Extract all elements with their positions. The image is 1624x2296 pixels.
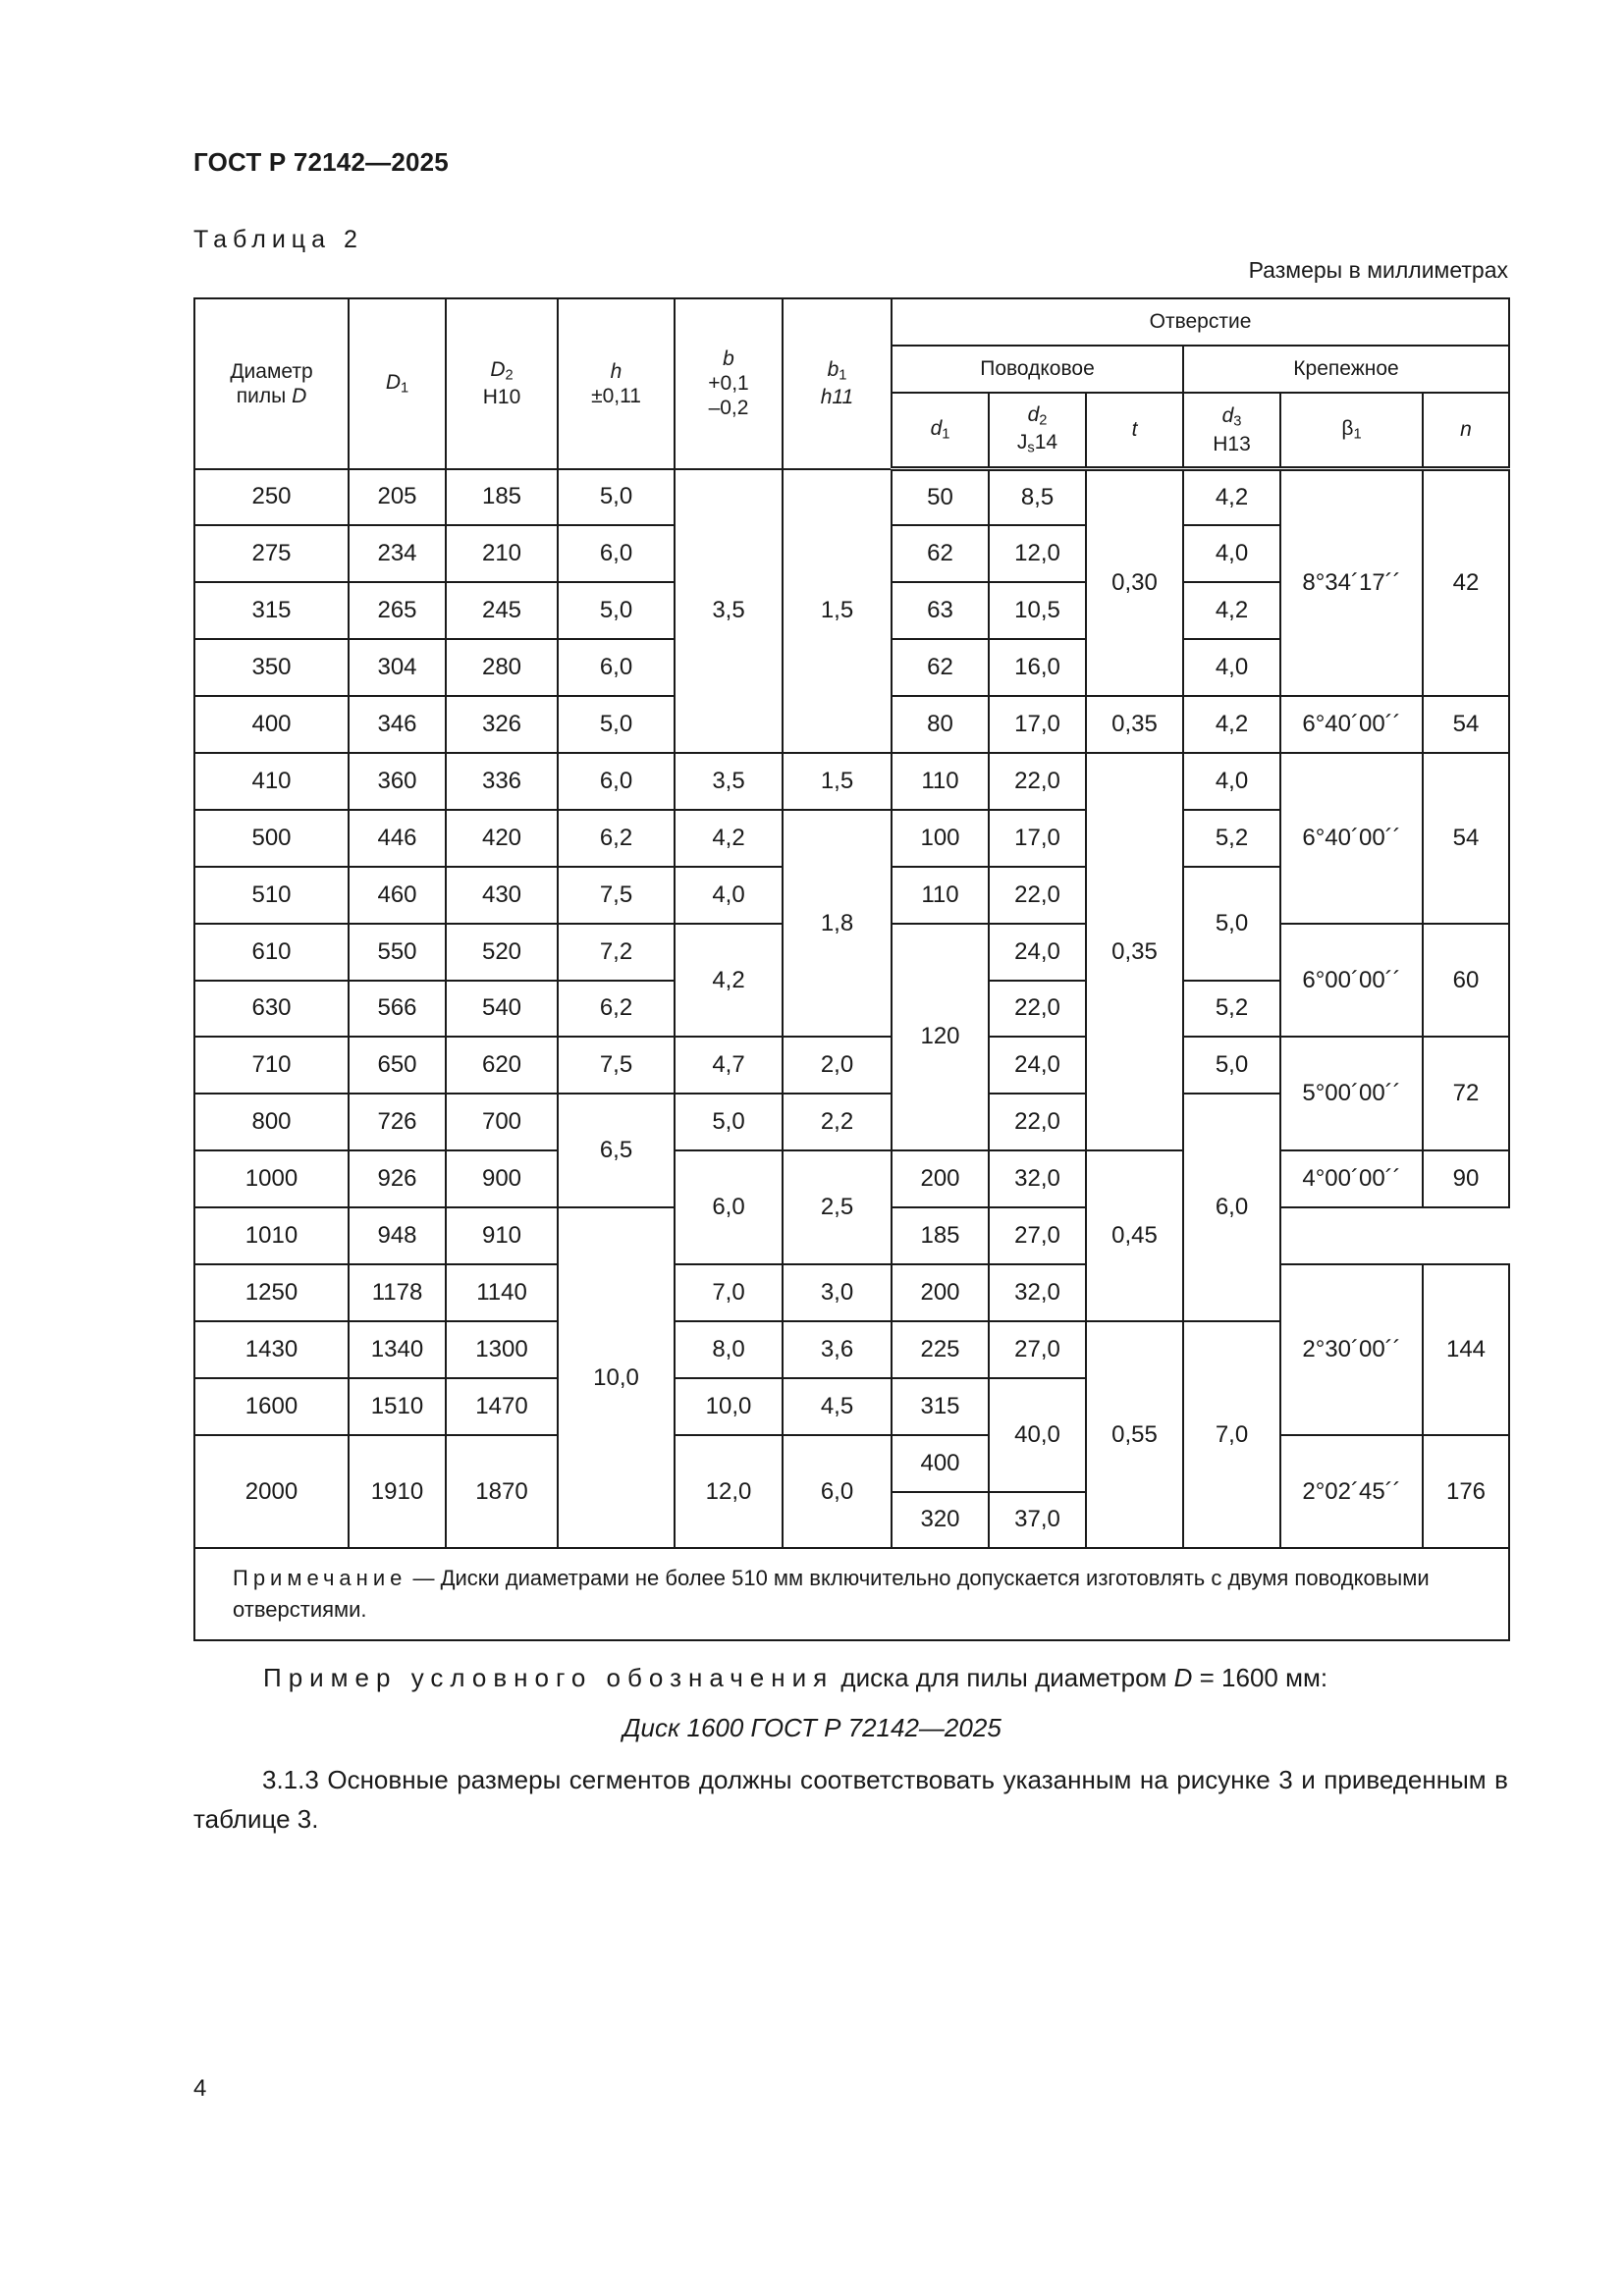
table-cell: 185: [446, 469, 558, 526]
example-text-b: = 1600 мм:: [1192, 1663, 1328, 1692]
header-d3: [1183, 393, 1280, 469]
table-cell: 7,0: [675, 1264, 783, 1321]
table-cell: 610: [194, 924, 349, 981]
table-cell: 3,5: [675, 753, 783, 810]
table-cell: 800: [194, 1094, 349, 1150]
header-d1-symbol: d: [930, 416, 943, 440]
header-h: [558, 298, 675, 469]
table-cell: 4,0: [1183, 639, 1280, 696]
table-cell: 4,7: [675, 1037, 783, 1094]
table-cell: 62: [892, 525, 989, 582]
header-beta-subscript: 1: [1353, 426, 1362, 443]
table-cell: 5,2: [1183, 981, 1280, 1038]
header-d2-tolerance: J: [1016, 431, 1028, 454]
table-cell: 304: [349, 639, 446, 696]
header-b-tolerance-lower: –0,2: [708, 397, 749, 420]
table-cell: 7,5: [558, 867, 675, 924]
table-cell: 110: [892, 753, 989, 810]
table-cell: 4,0: [1183, 525, 1280, 582]
table-cell: 32,0: [989, 1264, 1086, 1321]
header-d2-tolerance-grade: 14: [1034, 431, 1058, 454]
table-cell: 185: [892, 1207, 989, 1264]
header-D2-symbol: D: [490, 358, 506, 381]
table-cell: 42: [1423, 469, 1509, 697]
table-cell: 0,35: [1086, 696, 1183, 753]
table-cell: 400: [194, 696, 349, 753]
table-cell: 22,0: [989, 1094, 1086, 1150]
table-cell: 2,5: [783, 1150, 892, 1264]
table-cell: 10,0: [675, 1378, 783, 1435]
table-cell: 5,0: [558, 696, 675, 753]
header-d1: [892, 393, 989, 469]
table-cell: 24,0: [989, 924, 1086, 981]
table-cell: 110: [892, 867, 989, 924]
table-cell: 446: [349, 810, 446, 867]
table-cell: 1,5: [783, 753, 892, 810]
table-cell: 5,2: [1183, 810, 1280, 867]
table-cell: 54: [1423, 753, 1509, 924]
table-cell: 50: [892, 469, 989, 526]
table-cell: 360: [349, 753, 446, 810]
table-cell: 726: [349, 1094, 446, 1150]
header-beta-symbol: β: [1341, 416, 1354, 440]
table-cell: 22,0: [989, 981, 1086, 1038]
table-cell: 3,0: [783, 1264, 892, 1321]
table-cell: 4,2: [1183, 696, 1280, 753]
header-b-tolerance-upper: +0,1: [708, 372, 749, 396]
table-cell: 1510: [349, 1378, 446, 1435]
table-cell: 225: [892, 1321, 989, 1378]
table-cell: 4,2: [1183, 469, 1280, 526]
table-cell: 6,5: [558, 1094, 675, 1207]
table-cell: 275: [194, 525, 349, 582]
table-cell: 1470: [446, 1378, 558, 1435]
table-cell: 27,0: [989, 1321, 1086, 1378]
table-cell: 60: [1423, 924, 1509, 1038]
table-cell: 1300: [446, 1321, 558, 1378]
table-cell: 630: [194, 981, 349, 1038]
table-cell: 5°00´00´´: [1280, 1037, 1423, 1150]
table-cell: 1,5: [783, 469, 892, 753]
table-cell: 280: [446, 639, 558, 696]
table-row: [194, 1150, 1509, 1207]
table-cell: 326: [446, 696, 558, 753]
page-number: 4: [193, 2075, 207, 2102]
table-cell: 250: [194, 469, 349, 526]
table-cell: 27,0: [989, 1207, 1086, 1264]
header-n: [1423, 393, 1509, 469]
header-d3-tolerance: Н13: [1213, 432, 1251, 455]
table-cell: 6,0: [558, 639, 675, 696]
header-beta: [1280, 393, 1423, 469]
header-D2-tolerance: Н10: [482, 386, 521, 409]
header-h-symbol: h: [610, 359, 623, 383]
table-cell: 4°00´00´´: [1280, 1150, 1423, 1207]
header-h-tolerance: ±0,11: [591, 384, 641, 407]
table-cell: 350: [194, 639, 349, 696]
table-cell: 6,0: [783, 1435, 892, 1549]
note-label: Примечание: [233, 1566, 407, 1591]
table-cell: 2,0: [783, 1037, 892, 1094]
table-cell: 6°00´00´´: [1280, 924, 1423, 1038]
table-cell: 0,35: [1086, 753, 1183, 1150]
table-row: [194, 1037, 1509, 1094]
table-cell: 6°40´00´´: [1280, 753, 1423, 924]
table-cell: 63: [892, 582, 989, 639]
table-cell: 80: [892, 696, 989, 753]
table-cell: 7,2: [558, 924, 675, 981]
table-cell: 5,0: [558, 469, 675, 526]
header-D1: [349, 298, 446, 469]
table-cell: 1,8: [783, 810, 892, 1038]
header-b1-tolerance: h11: [820, 386, 854, 409]
table-note: [194, 1548, 1509, 1640]
table-cell: 10,0: [558, 1207, 675, 1548]
table-cell: 1600: [194, 1378, 349, 1435]
designation-example: [263, 1663, 1327, 1693]
table-cell: 320: [892, 1492, 989, 1549]
header-d2-symbol: d: [1027, 402, 1040, 426]
header-drive-hole: Поводковое: [892, 346, 1183, 393]
header-diameter-line2: пилы: [236, 384, 287, 407]
table-cell: 700: [446, 1094, 558, 1150]
table-cell: 6,0: [558, 525, 675, 582]
table-cell: 315: [892, 1378, 989, 1435]
header-b1-subscript: 1: [839, 367, 847, 384]
table-row: [194, 753, 1509, 810]
table-cell: 234: [349, 525, 446, 582]
header-diameter: [194, 298, 349, 469]
table-cell: 1250: [194, 1264, 349, 1321]
table-row: [194, 1435, 1509, 1492]
table-cell: 430: [446, 867, 558, 924]
header-D1-subscript: 1: [401, 380, 409, 397]
table-cell: 12,0: [989, 525, 1086, 582]
table-cell: 1010: [194, 1207, 349, 1264]
table-cell: 32,0: [989, 1150, 1086, 1207]
header-hole: Отверстие: [892, 298, 1509, 346]
header-D2: [446, 298, 558, 469]
table-cell: 54: [1423, 696, 1509, 753]
table-cell: 265: [349, 582, 446, 639]
table-cell: 40,0: [989, 1378, 1086, 1492]
table-cell: 460: [349, 867, 446, 924]
header-t-symbol: t: [1131, 418, 1138, 442]
table-cell: 4,2: [1183, 582, 1280, 639]
units-note: Размеры в миллиметрах: [1248, 257, 1508, 283]
header-n-symbol: n: [1460, 418, 1472, 442]
table-cell: 3,5: [675, 469, 783, 753]
header-d2-subscript: 2: [1039, 412, 1048, 429]
table-cell: 22,0: [989, 867, 1086, 924]
table-cell: 420: [446, 810, 558, 867]
document-header: ГОСТ Р 72142—2025: [193, 147, 449, 177]
table-cell: 17,0: [989, 696, 1086, 753]
table-cell: 5,0: [1183, 1037, 1280, 1094]
table-cell: 0,55: [1086, 1321, 1183, 1549]
table-cell: 176: [1423, 1435, 1509, 1549]
table-cell: 17,0: [989, 810, 1086, 867]
table-cell: 550: [349, 924, 446, 981]
header-b1-symbol: b: [827, 358, 839, 381]
table-cell: 5,0: [1183, 867, 1280, 981]
header-d3-subscript: 3: [1233, 413, 1242, 430]
table-cell: 210: [446, 525, 558, 582]
table-row: [194, 1264, 1509, 1321]
table-cell: 910: [446, 1207, 558, 1264]
table-cell: 72: [1423, 1037, 1509, 1150]
table-note-row: [194, 1548, 1509, 1640]
table-cell: 245: [446, 582, 558, 639]
table-cell: 926: [349, 1150, 446, 1207]
header-d3-symbol: d: [1221, 404, 1234, 428]
table-cell: 12,0: [675, 1435, 783, 1549]
table-cell: 4,5: [783, 1378, 892, 1435]
table-cell: 948: [349, 1207, 446, 1264]
table-cell: 6,0: [558, 753, 675, 810]
table-cell: 200: [892, 1264, 989, 1321]
table-cell: 1910: [349, 1435, 446, 1549]
table-cell: 410: [194, 753, 349, 810]
example-label: Пример условного обозначения: [263, 1663, 835, 1692]
table-cell: 22,0: [989, 753, 1086, 810]
header-d2: [989, 393, 1086, 469]
table-cell: 62: [892, 639, 989, 696]
table-cell: 90: [1423, 1150, 1509, 1207]
table-cell: 500: [194, 810, 349, 867]
table-cell: 8,0: [675, 1321, 783, 1378]
table-cell: 6,2: [558, 810, 675, 867]
header-d2-tolerance-subscript: s: [1027, 440, 1035, 456]
table-cell: 0,30: [1086, 469, 1183, 697]
table-cell: 1178: [349, 1264, 446, 1321]
table-cell: 144: [1423, 1264, 1509, 1435]
table-cell: 315: [194, 582, 349, 639]
table-cell: 400: [892, 1435, 989, 1492]
table-cell: 4,0: [1183, 753, 1280, 810]
table-cell: 1000: [194, 1150, 349, 1207]
table-cell: 520: [446, 924, 558, 981]
table-cell: 16,0: [989, 639, 1086, 696]
header-d1-subscript: 1: [942, 426, 950, 443]
table-cell: 4,2: [675, 810, 783, 867]
table-cell: 6°40´00´´: [1280, 696, 1423, 753]
table-cell: 37,0: [989, 1492, 1086, 1549]
table-cell: 566: [349, 981, 446, 1038]
table-cell: 10,5: [989, 582, 1086, 639]
table-cell: 2,2: [783, 1094, 892, 1150]
header-diameter-symbol: D: [292, 384, 307, 407]
table-cell: 620: [446, 1037, 558, 1094]
table-cell: 1430: [194, 1321, 349, 1378]
table-cell: 540: [446, 981, 558, 1038]
table-row: [194, 469, 1509, 526]
header-b-symbol: b: [723, 347, 734, 370]
table-cell: 8,5: [989, 469, 1086, 526]
table-cell: 346: [349, 696, 446, 753]
designation-text: Диск 1600 ГОСТ Р 72142—2025: [623, 1713, 1001, 1742]
header-D1-symbol: D: [385, 370, 401, 394]
table-cell: 4,2: [675, 924, 783, 1038]
table-cell: 100: [892, 810, 989, 867]
header-t: [1086, 393, 1183, 469]
example-variable: D: [1173, 1663, 1193, 1692]
table-cell: 6,2: [558, 981, 675, 1038]
note-text: — Диски диаметрами не более 510 мм включительно допускается изготовлять с двумя поводковыми отверстиями.: [233, 1566, 1430, 1623]
table-cell: 900: [446, 1150, 558, 1207]
table-cell: 5,0: [675, 1094, 783, 1150]
table-cell: 7,5: [558, 1037, 675, 1094]
table-cell: 710: [194, 1037, 349, 1094]
table-cell: 1140: [446, 1264, 558, 1321]
table-cell: 6,0: [675, 1150, 783, 1264]
paragraph-3-1-3: 3.1.3 Основные размеры сегментов должны соответствовать указанным на рисунке 3 и приведенным в таблице 3.: [193, 1765, 1508, 1835]
header-fixing-hole: Крепежное: [1183, 346, 1509, 393]
table-cell: 3,6: [783, 1321, 892, 1378]
header-D2-subscript: 2: [505, 367, 514, 384]
table-cell: 0,45: [1086, 1150, 1183, 1321]
table-cell: 7,0: [1183, 1321, 1280, 1549]
dimensions-table: [193, 297, 1510, 1641]
table-cell: 2°30´00´´: [1280, 1264, 1423, 1435]
table-cell: 2000: [194, 1435, 349, 1549]
table-cell: 1340: [349, 1321, 446, 1378]
table-cell: 2°02´45´´: [1280, 1435, 1423, 1549]
table-cell: 4,0: [675, 867, 783, 924]
table-cell: 650: [349, 1037, 446, 1094]
table-cell: 510: [194, 867, 349, 924]
table-cell: 120: [892, 924, 989, 1151]
table-cell: 200: [892, 1150, 989, 1207]
table-cell: 205: [349, 469, 446, 526]
header-b1: [783, 298, 892, 469]
table-cell: 24,0: [989, 1037, 1086, 1094]
table-cell: 5,0: [558, 582, 675, 639]
header-b: [675, 298, 783, 469]
table-cell: 336: [446, 753, 558, 810]
table-cell: 6,0: [1183, 1094, 1280, 1321]
header-diameter-line1: Диаметр: [230, 359, 313, 383]
table-cell: 8°34´17´´: [1280, 469, 1423, 697]
table-caption: Таблица 2: [193, 226, 363, 253]
example-text-a: диска для пилы диаметром: [834, 1663, 1174, 1692]
table-cell: 1870: [446, 1435, 558, 1549]
